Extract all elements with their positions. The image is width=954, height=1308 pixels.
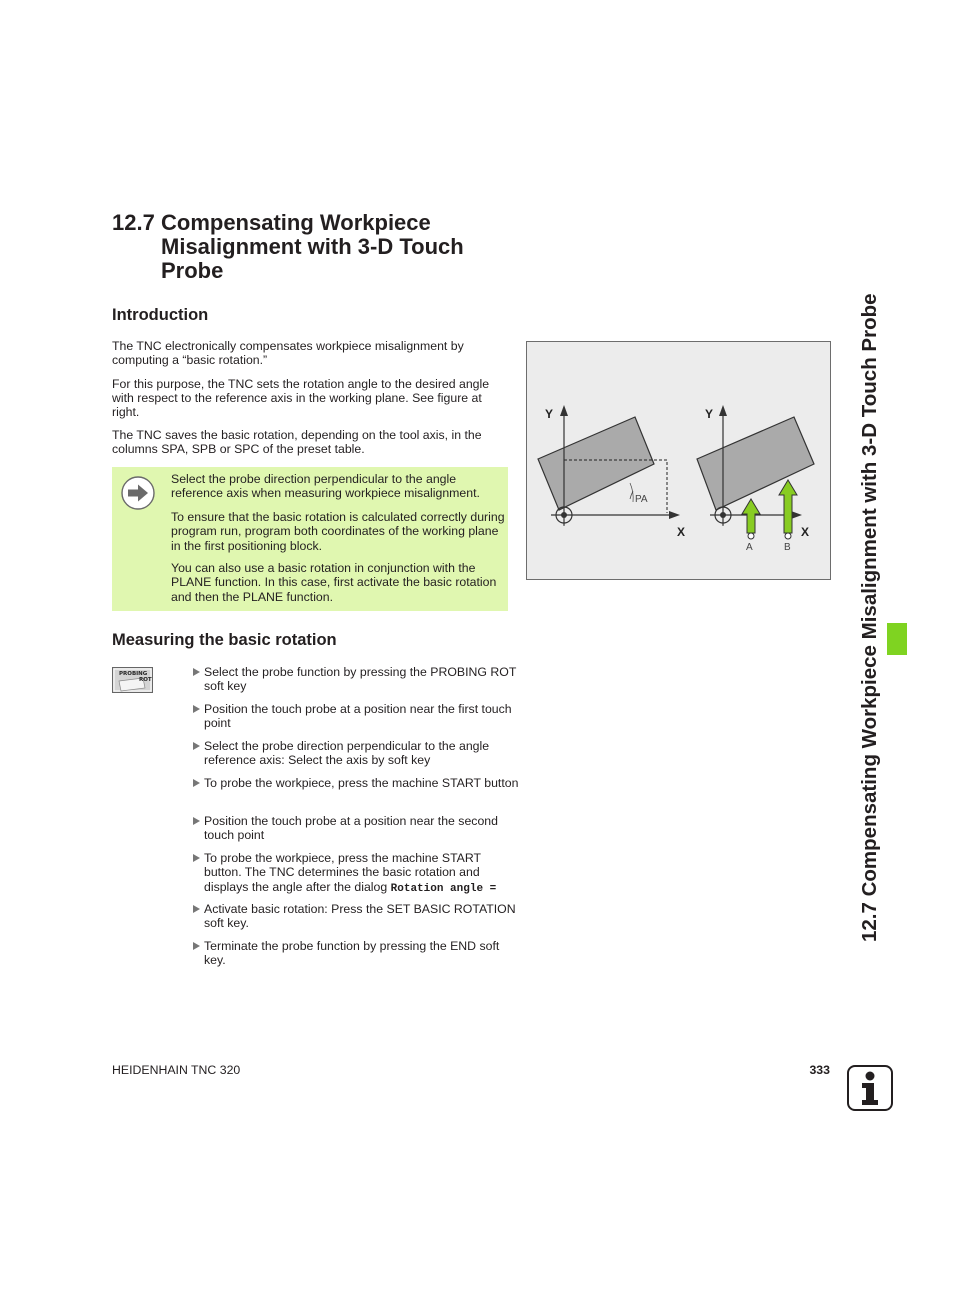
- info-icon: [847, 1065, 893, 1116]
- triangle-bullet-icon: [193, 668, 200, 676]
- note-box: [112, 467, 508, 611]
- section-number: 12.7: [112, 210, 155, 235]
- step-1: Select the probe function by pressing the PROBING ROT soft key: [193, 665, 520, 694]
- softkey-line-1: PROBING: [119, 671, 148, 677]
- dialog-text: Rotation angle =: [390, 882, 497, 895]
- probe-arrow-b: [779, 480, 797, 533]
- probe-arrow-a: [742, 499, 760, 533]
- triangle-bullet-icon: [193, 854, 200, 862]
- angle-label: PA: [635, 494, 648, 505]
- step-4: To probe the workpiece, press the machine START button: [193, 776, 520, 790]
- triangle-bullet-icon: [193, 705, 200, 713]
- point-a-label: A: [746, 542, 753, 553]
- chapter-tab: [887, 623, 907, 655]
- basic-rotation-figure: [526, 341, 831, 580]
- step-7: Activate basic rotation: Press the SET BASIC ROTATION soft key.: [193, 902, 520, 931]
- side-chapter-title: 12.7 Compensating Workpiece Misalignment with 3-D Touch Probe: [858, 293, 881, 942]
- step-3: Select the probe direction perpendicular to the angle reference axis: Select the axis by soft key: [193, 739, 520, 768]
- note-paragraph-3: You can also use a basic rotation in conjunction with the PLANE function. In this case, first activate the basic rotation and then the PLANE function.: [171, 561, 497, 604]
- triangle-bullet-icon: [193, 942, 200, 950]
- right-workpiece: [697, 417, 814, 510]
- right-diagram: [697, 405, 814, 553]
- softkey-line-2: ROT: [139, 677, 152, 683]
- intro-paragraph-3: The TNC saves the basic rotation, depending on the tool axis, in the columns SPA, SPB or SPC of the preset table.: [112, 428, 482, 457]
- note-paragraph-1: Select the probe direction perpendicular to the angle reference axis when measuring workpiece misalignment.: [171, 472, 480, 501]
- triangle-bullet-icon: [193, 817, 200, 825]
- step-2: Position the touch probe at a position near the first touch point: [193, 702, 520, 731]
- intro-paragraph-1: The TNC electronically compensates workpiece misalignment by computing a “basic rotation.”: [112, 339, 464, 368]
- left-x-label: X: [677, 525, 686, 539]
- intro-paragraph-2: For this purpose, the TNC sets the rotation angle to the desired angle with respect to the reference axis in the working plane. See figure at right.: [112, 377, 490, 420]
- section-title: Compensating Workpiece Misalignment with 3-D Touch Probe: [161, 210, 464, 283]
- probing-rot-softkey: [112, 667, 153, 698]
- introduction-heading: Introduction: [112, 306, 209, 324]
- triangle-bullet-icon: [193, 905, 200, 913]
- note-paragraph-2: To ensure that the basic rotation is calculated correctly during program run, program both coordinates of the working plane in the first positioning block.: [171, 510, 505, 553]
- triangle-bullet-icon: [193, 742, 200, 750]
- step-5: Position the touch probe at a position near the second touch point: [193, 814, 520, 843]
- right-x-label: X: [801, 525, 810, 539]
- page-number: 333: [809, 1063, 830, 1077]
- footer-manual-title: HEIDENHAIN TNC 320: [112, 1063, 241, 1077]
- step-8: Terminate the probe function by pressing the END soft key.: [193, 939, 520, 968]
- measuring-heading: Measuring the basic rotation: [112, 631, 337, 649]
- left-diagram: [538, 405, 685, 539]
- point-b-label: B: [784, 542, 791, 553]
- triangle-bullet-icon: [193, 779, 200, 787]
- right-y-label: Y: [705, 407, 714, 421]
- arrow-right-icon: [121, 476, 155, 515]
- left-y-label: Y: [545, 407, 554, 421]
- step-6: To probe the workpiece, press the machine START button. The TNC determines the basic rotation and displays the angle after the dialog Rotation angle =: [193, 851, 520, 896]
